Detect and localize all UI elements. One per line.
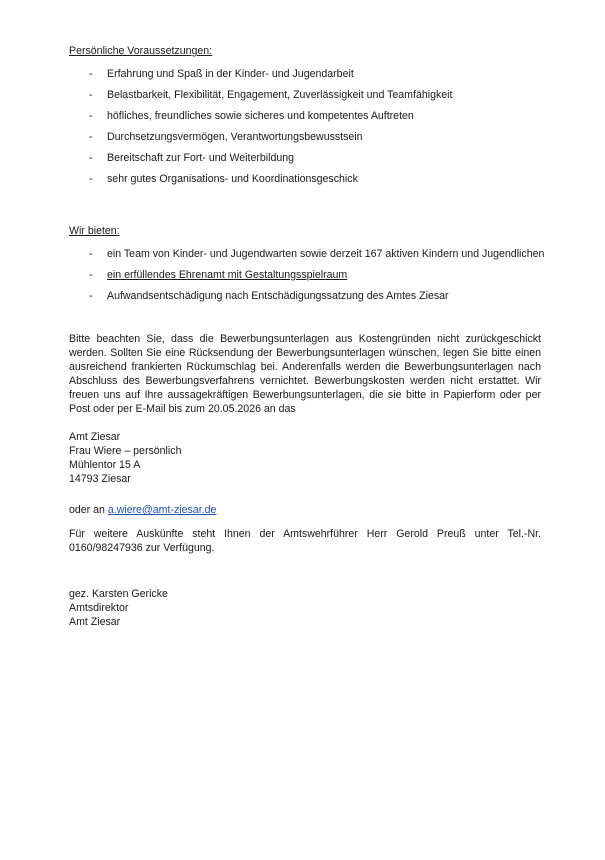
signature-line: Amtsdirektor xyxy=(69,602,129,614)
list-dash: - xyxy=(89,89,93,101)
list-dash: - xyxy=(89,68,93,80)
notice-paragraph: Bitte beachten Sie, dass die Bewerbungsunterlagen aus Kostengründen nicht zurückgeschickt werden. Sollten Sie eine Rücksendung der Bewerbungsunterlagen wünschen, legen Sie bitte einen ausreichend frankierten Rückumschlag bei. Anderenfalls werden die Bewerbungsunterlagen nach Abschluss des Bewerbungsverfahrens vernichtet. Bewerbungskosten werden nicht erstattet. Wir freuen uns auf Ihre aussagekräftigen Bewerbungsunterlagen, die sie bitte in Papierform oder per Post oder per E-Mail bis zum 20.05.2026 an das xyxy=(69,333,541,415)
list-item-text: Bereitschaft zur Fort- und Weiterbildung xyxy=(107,152,295,164)
list-dash: - xyxy=(89,269,93,281)
list-dash: - xyxy=(89,131,93,143)
address-block xyxy=(69,430,541,486)
list-dash: - xyxy=(89,290,93,302)
address-line: Frau Wiere – persönlich xyxy=(69,445,182,457)
requirements-heading: Persönliche Voraussetzungen: xyxy=(69,45,213,57)
signature-line: gez. Karsten Gericke xyxy=(69,588,168,600)
list-item-text: Erfahrung und Spaß in der Kinder- und Jugendarbeit xyxy=(107,68,354,80)
address-line: Amt Ziesar xyxy=(69,431,121,443)
list-dash: - xyxy=(89,173,93,185)
email-prefix: oder an xyxy=(69,504,108,516)
offer-heading: Wir bieten: xyxy=(69,225,120,237)
address-line: Mühlentor 15 A xyxy=(69,459,141,471)
signature-line: Amt Ziesar xyxy=(69,616,121,628)
list-item-text: ein Team von Kinder- und Jugendwarten sowie derzeit 167 aktiven Kindern und Jugendlichen xyxy=(107,248,545,260)
signature-block xyxy=(69,587,541,629)
contact-paragraph: Für weitere Auskünfte steht Ihnen der Amtswehrführer Herr Gerold Preuß unter Tel.-Nr. 0160/98247936 zur Verfügung. xyxy=(69,528,541,554)
list-item-text: ein erfüllendes Ehrenamt mit Gestaltungsspielraum xyxy=(107,269,348,281)
list-item-text: Belastbarkeit, Flexibilität, Engagement, Zuverlässigkeit und Teamfähigkeit xyxy=(107,89,453,101)
list-item-text: Aufwandsentschädigung nach Entschädigungssatzung des Amtes Ziesar xyxy=(107,290,449,302)
list-item-text: höfliches, freundliches sowie sicheres und kompetentes Auftreten xyxy=(107,110,414,122)
email-link[interactable]: a.wiere@amt-ziesar.de xyxy=(107,504,217,516)
list-dash: - xyxy=(89,248,93,260)
list-dash: - xyxy=(89,152,93,164)
email-line xyxy=(69,503,541,517)
list-item-text: Durchsetzungsvermögen, Verantwortungsbewusstsein xyxy=(107,131,363,143)
list-item-text: sehr gutes Organisations- und Koordinationsgeschick xyxy=(107,173,358,185)
list-dash: - xyxy=(89,110,93,122)
address-line: 14793 Ziesar xyxy=(69,473,131,485)
